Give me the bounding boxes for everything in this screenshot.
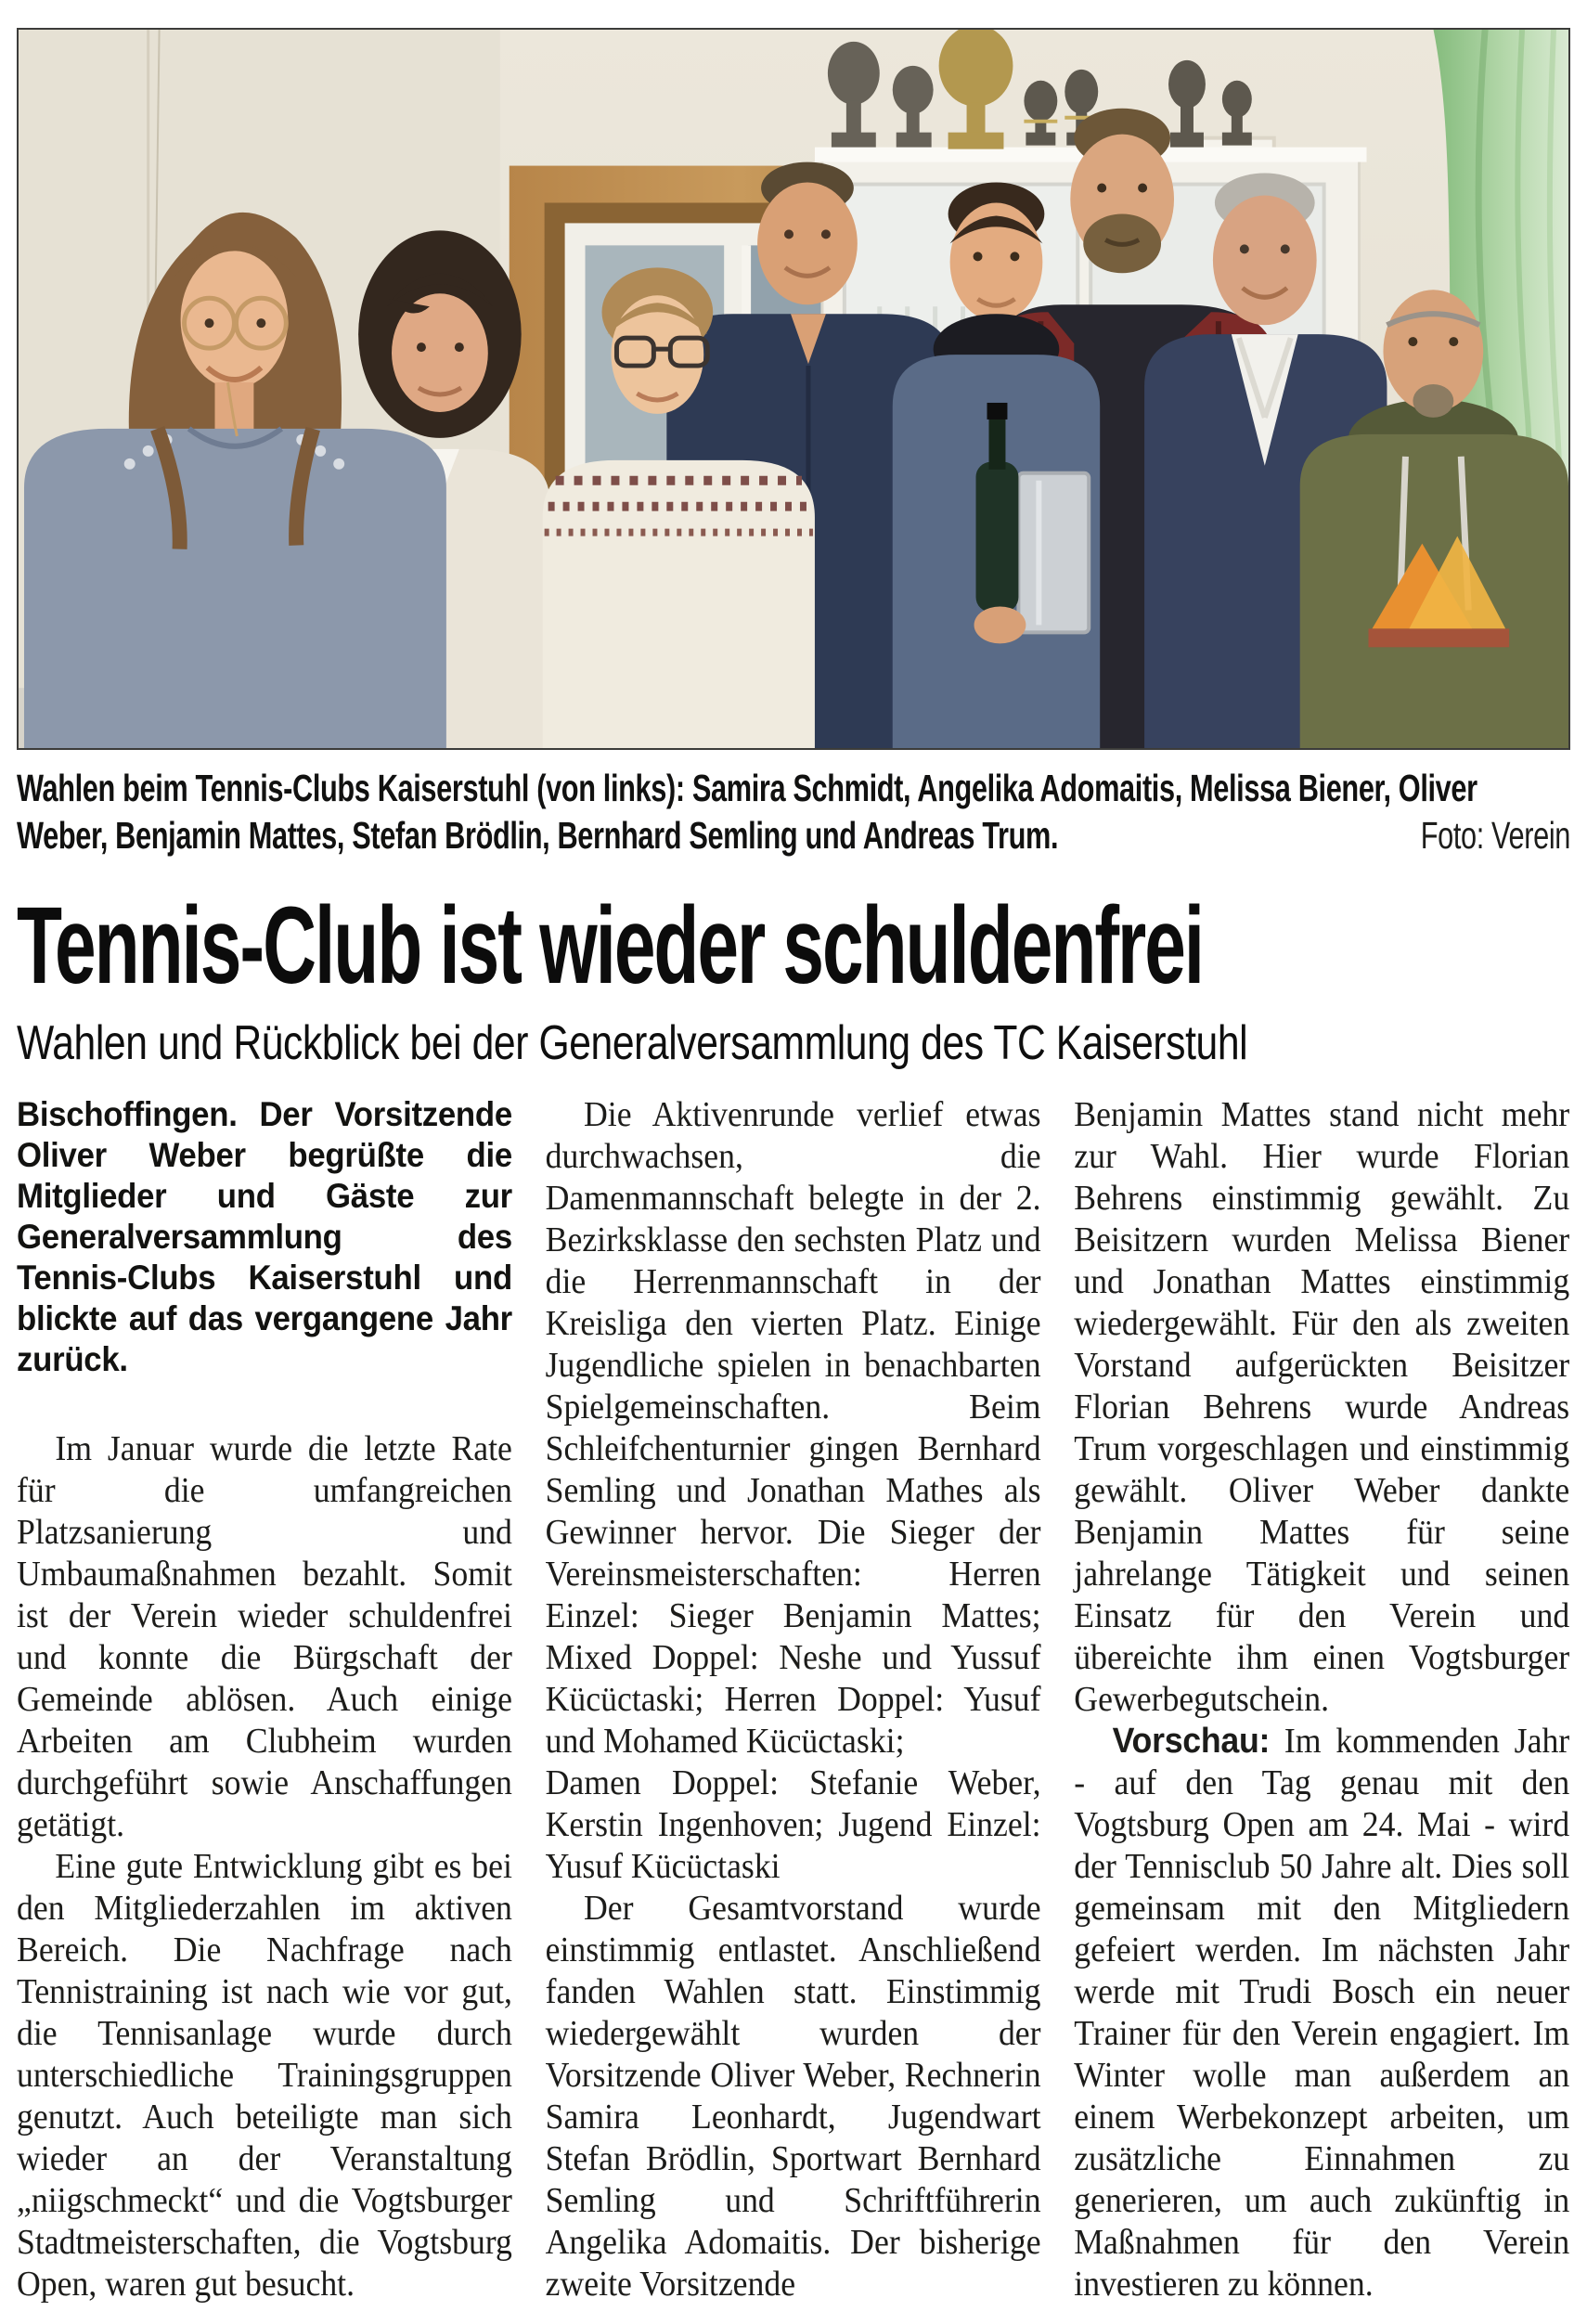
photo-credit: Foto: Verein [1420, 813, 1570, 857]
paragraph: Damen Doppel: Stefanie Weber, Kerstin Ingenhoven; Jugend Einzel: Yusuf Kücüctaski [545, 1762, 1041, 1886]
article-photo [17, 28, 1570, 750]
headline: Tennis-Club ist wieder schuldenfrei [17, 884, 1204, 1007]
article-column-2 [546, 1094, 1041, 2305]
article-body [17, 1094, 1569, 2305]
paragraph: Der Gesamtvorstand wurde einstimmig entlastet. Anschließend fanden Wahlen statt. Einstimmig wiedergewählt wurden der Vorsitzende Oliver Weber, Rechnerin Samira Leonhardt, Jugendwart Stefan Brödlin, Sportwart Bernhard Semling und Schriftführerin Angelika Adomaitis. Der bisherige zweite Vorsitzende [545, 1888, 1041, 2304]
photo-caption-text: Wahlen beim Tennis-Clubs Kaiserstuhl (von links): Samira Schmidt, Angelika Adomaitis, Melissa Biener, Oliver Weber, Benjamin Mattes, Stefan Brödlin, Bernhard Semling und Andreas Trum. [17, 767, 1477, 857]
lead-paragraph: Bischoffingen. Der Vorsitzende Oliver Weber begrüßte die Mitglieder und Gäste zur Generalversammlung des Tennis-Clubs Kaiserstuhl und blickte auf das vergangene Jahr zurück. [17, 1094, 512, 1378]
paragraph: Eine gute Entwicklung gibt es bei den Mitgliederzahlen im aktiven Bereich. Die Nachfrage nach Tennistraining ist nach wie vor gut, die Tennisanlage wurde durch unterschiedliche Trainingsgruppen genutzt. Auch beteiligte man sich wieder an der Veranstaltung „niigschmeckt“ und die Vogtsburger Stadtmeisterschaften, die Vogtsburg Open, waren gut besucht. [17, 1846, 512, 2304]
photo-caption [17, 765, 1570, 859]
paragraph-vorschau [1074, 1721, 1569, 2305]
paragraph: Benjamin Mattes stand nicht mehr zur Wahl. Hier wurde Florian Behrens einstimmig gewählt. Zu Beisitzern wurden Melissa Biener und Jonathan Mattes einstimmig wiedergewählt. Für den als zweiten Vorstand aufgerückten Beisitzer Florian Behrens wurde Andreas Trum vorgeschlagen und einstimmig gewählt. Oliver Weber dankte Benjamin Mattes für seine jahrelange Tätigkeit und seinen Einsatz für den Verein und übereichte ihm einen Vogtsburger Gewerbegutschein. [1074, 1094, 1570, 1719]
vorschau-text: Im kommenden Jahr - auf den Tag genau mit den Vogtsburg Open am 24. Mai - wird der Tennisclub 50 Jahre alt. Dies soll gemeinsam mit den Mitgliedern gefeiert werden. Im nächsten Jahr werde mit Trudi Bosch ein neuer Trainer für den Verein engagiert. Im Winter wolle man außerdem an einem Werbekonzept arbeiten, um zusätzliche Einnahmen zu generieren, um auch zukünftig in Maßnahmen für den Verein investieren zu können. [1074, 1721, 1570, 2304]
article-column-1 [17, 1094, 512, 2305]
subheadline: Wahlen und Rückblick bei der Generalversammlung des TC Kaiserstuhl [17, 1015, 1248, 1070]
paragraph: Im Januar wurde die letzte Rate für die umfangreichen Platzsanierung und Umbaumaßnahmen bezahlt. Somit ist der Verein wieder schuldenfrei und konnte die Bürgschaft der Gemeinde ablösen. Auch einige Arbeiten am Clubheim wurden durchgeführt sowie Anschaffungen getätigt. [17, 1428, 512, 1844]
paragraph: Die Aktivenrunde verlief etwas durchwachsen, die Damenmannschaft belegte in der 2. Bezirksklasse den sechsten Platz und die Herrenmannschaft in der Kreisliga den vierten Platz. Einige Jugendliche spielen in benachbarten Spielgemeinschaften. Beim Schleifchenturnier gingen Bernhard Semling und Jonathan Mathes als Gewinner hervor. Die Sieger der Vereinsmeisterschaften: Herren Einzel: Sieger Benjamin Mattes; Mixed Doppel: Neshe und Yussuf Kücüctaski; Herren Doppel: Yusuf und Mohamed Kücüctaski; [545, 1094, 1041, 1761]
article-column-3 [1074, 1094, 1569, 2305]
vorschau-label: Vorschau: [1112, 1721, 1271, 1761]
clubhouse-group-photo [19, 30, 1568, 748]
